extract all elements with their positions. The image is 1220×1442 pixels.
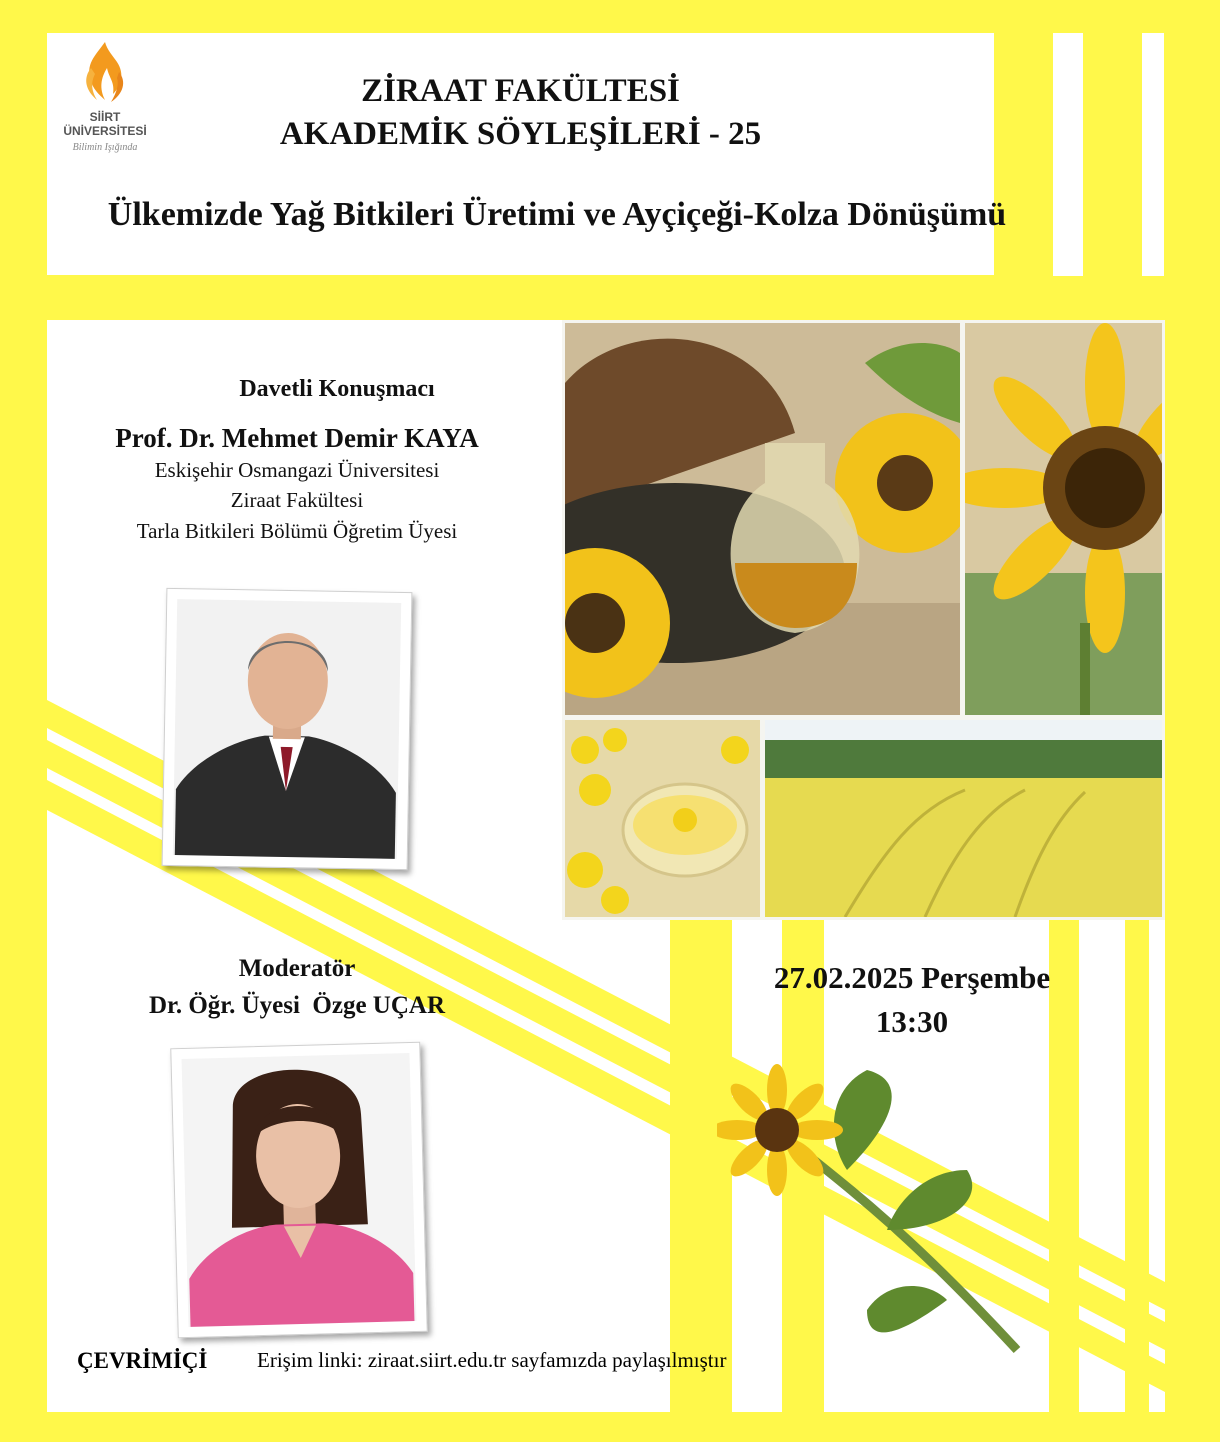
access-link-text: Erişim linki: ziraat.siirt.edu.tr sayfamızda paylaşılmıştır [257,1348,727,1372]
speaker-photo [162,588,413,870]
event-time: 13:30 [875,1004,949,1039]
online-label: ÇEVRİMİÇİ [77,1348,208,1373]
logo-tagline: Bilimin Işığında [72,142,138,153]
title-line2: AKADEMİK SÖYLEŞİLERİ - 25 [279,116,762,152]
moderator-photo [170,1042,428,1338]
speaker-position: Tarla Bitkileri Bölümü Öğretim Üyesi [136,519,458,543]
speaker-name: Prof. Dr. Mehmet Demir KAYA [115,423,479,453]
header-panel [47,33,1007,275]
gallery-canola-field [765,720,1162,917]
speaker-university: Eskişehir Osmangazi Üniversitesi [154,458,440,482]
moderator-name: Dr. Öğr. Üyesi Özge UÇAR [148,992,446,1019]
moderator-portrait [171,1043,426,1337]
logo-line2: ÜNİVERSİTESİ [63,124,147,138]
image-gallery [562,320,1165,920]
event-date: 27.02.2025 Perşembe [773,960,1051,995]
title-line1: ZİRAAT FAKÜLTESİ [361,73,680,109]
gallery-sunflower [965,323,1162,715]
gallery-canola-oil [565,720,760,917]
decor-stripe [1142,33,1164,276]
gallery-oil-seeds [565,323,960,715]
speaker-portrait [163,589,412,869]
main-panel [47,320,1165,1412]
logo-line1: SİİRT [89,110,121,124]
decor-stripe [1053,33,1083,276]
speaker-faculty: Ziraat Fakültesi [230,488,364,512]
speaker-role-label: Davetli Konuşmacı [239,376,435,402]
sunflower-decoration [717,1060,1047,1360]
topic-title: Ülkemizde Yağ Bitkileri Üretimi ve Ayçiçeği-Kolza Dönüşümü [107,196,1007,233]
moderator-role-label: Moderatör [238,955,356,982]
